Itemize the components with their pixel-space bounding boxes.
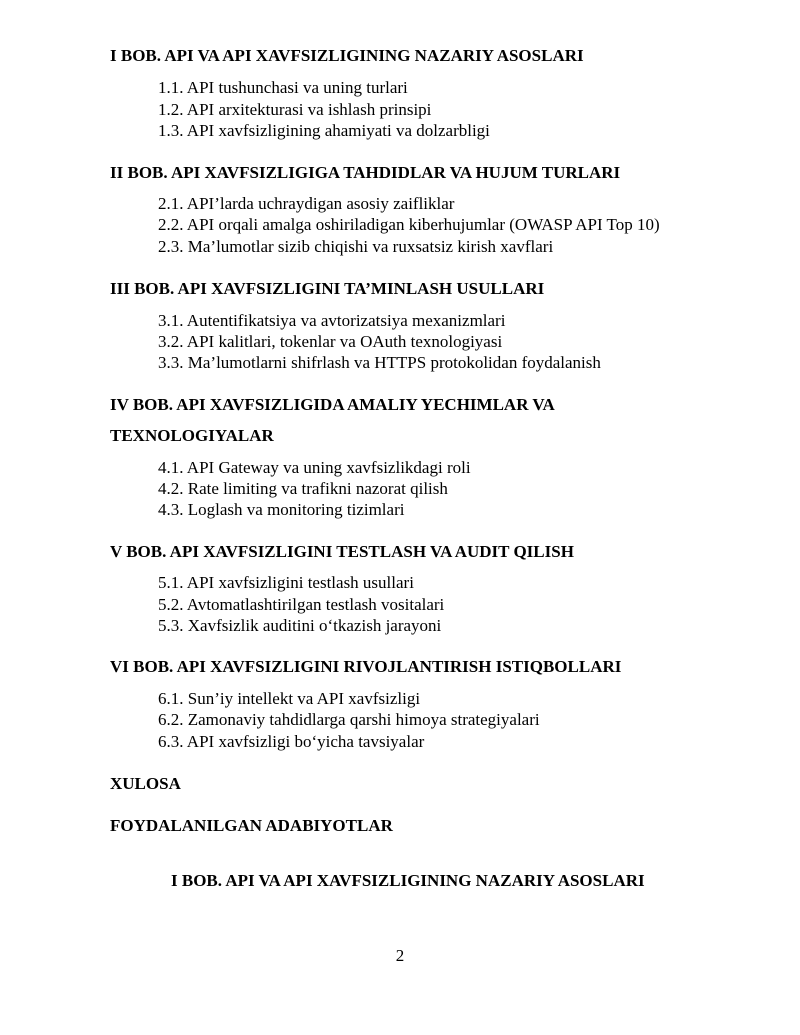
toc-item-6-2: 6.2. Zamonaviy tahdidlarga qarshi himoya strategiyalari bbox=[158, 710, 540, 729]
toc-chapter-4-title-continued: TEXNOLOGIYALAR bbox=[110, 426, 274, 445]
page-number: 2 bbox=[395, 946, 405, 965]
toc-item-5-1: 5.1. API xavfsizligini testlash usullari bbox=[158, 573, 414, 592]
toc-item-4-1: 4.1. API Gateway va uning xavfsizlikdagi roli bbox=[158, 458, 471, 477]
toc-item-2-3: 2.3. Ma’lumotlar sizib chiqishi va ruxsatsiz kirish xavflari bbox=[158, 237, 554, 256]
toc-item-3-3: 3.3. Ma’lumotlarni shifrlash va HTTPS protokolidan foydalanish bbox=[158, 353, 601, 372]
toc-item-4-3: 4.3. Loglash va monitoring tizimlari bbox=[158, 500, 405, 519]
toc-conclusion: XULOSA bbox=[110, 774, 181, 793]
section-heading: I BOB. API VA API XAVFSIZLIGINING NAZARIY ASOSLARI bbox=[171, 871, 645, 890]
toc-item-2-1: 2.1. API’larda uchraydigan asosiy zaifliklar bbox=[158, 194, 455, 213]
toc-chapter-3-title: III BOB. API XAVFSIZLIGINI TA’MINLASH USULLARI bbox=[110, 279, 545, 298]
toc-item-2-2: 2.2. API orqali amalga oshiriladigan kiberhujumlar (OWASP API Top 10) bbox=[158, 215, 660, 234]
toc-item-5-2: 5.2. Avtomatlashtirilgan testlash vositalari bbox=[158, 595, 445, 614]
toc-chapter-5-title: V BOB. API XAVFSIZLIGINI TESTLASH VA AUDIT QILISH bbox=[110, 542, 574, 561]
toc-item-3-1: 3.1. Autentifikatsiya va avtorizatsiya mexanizmlari bbox=[158, 311, 506, 330]
toc-item-6-3: 6.3. API xavfsizligi bo‘yicha tavsiyalar bbox=[158, 732, 425, 751]
toc-item-1-3: 1.3. API xavfsizligining ahamiyati va dolzarbligi bbox=[158, 121, 490, 140]
toc-item-1-2: 1.2. API arxitekturasi va ishlash prinsipi bbox=[158, 100, 432, 119]
toc-chapter-1-title: I BOB. API VA API XAVFSIZLIGINING NAZARIY ASOSLARI bbox=[110, 46, 584, 65]
toc-chapter-2-title: II BOB. API XAVFSIZLIGIGA TAHDIDLAR VA HUJUM TURLARI bbox=[110, 163, 621, 182]
toc-chapter-4-title: IV BOB. API XAVFSIZLIGIDA AMALIY YECHIMLAR VA bbox=[110, 395, 555, 414]
toc-item-3-2: 3.2. API kalitlari, tokenlar va OAuth texnologiyasi bbox=[158, 332, 503, 351]
toc-chapter-6-title: VI BOB. API XAVFSIZLIGINI RIVOJLANTIRISH ISTIQBOLLARI bbox=[110, 657, 622, 676]
toc-item-4-2: 4.2. Rate limiting va trafikni nazorat qilish bbox=[158, 479, 448, 498]
toc-item-5-3: 5.3. Xavfsizlik auditini o‘tkazish jarayoni bbox=[158, 616, 442, 635]
toc-item-1-1: 1.1. API tushunchasi va uning turlari bbox=[158, 78, 408, 97]
toc-item-6-1: 6.1. Sun’iy intellekt va API xavfsizligi bbox=[158, 689, 421, 708]
toc-references: FOYDALANILGAN ADABIYOTLAR bbox=[110, 816, 393, 835]
